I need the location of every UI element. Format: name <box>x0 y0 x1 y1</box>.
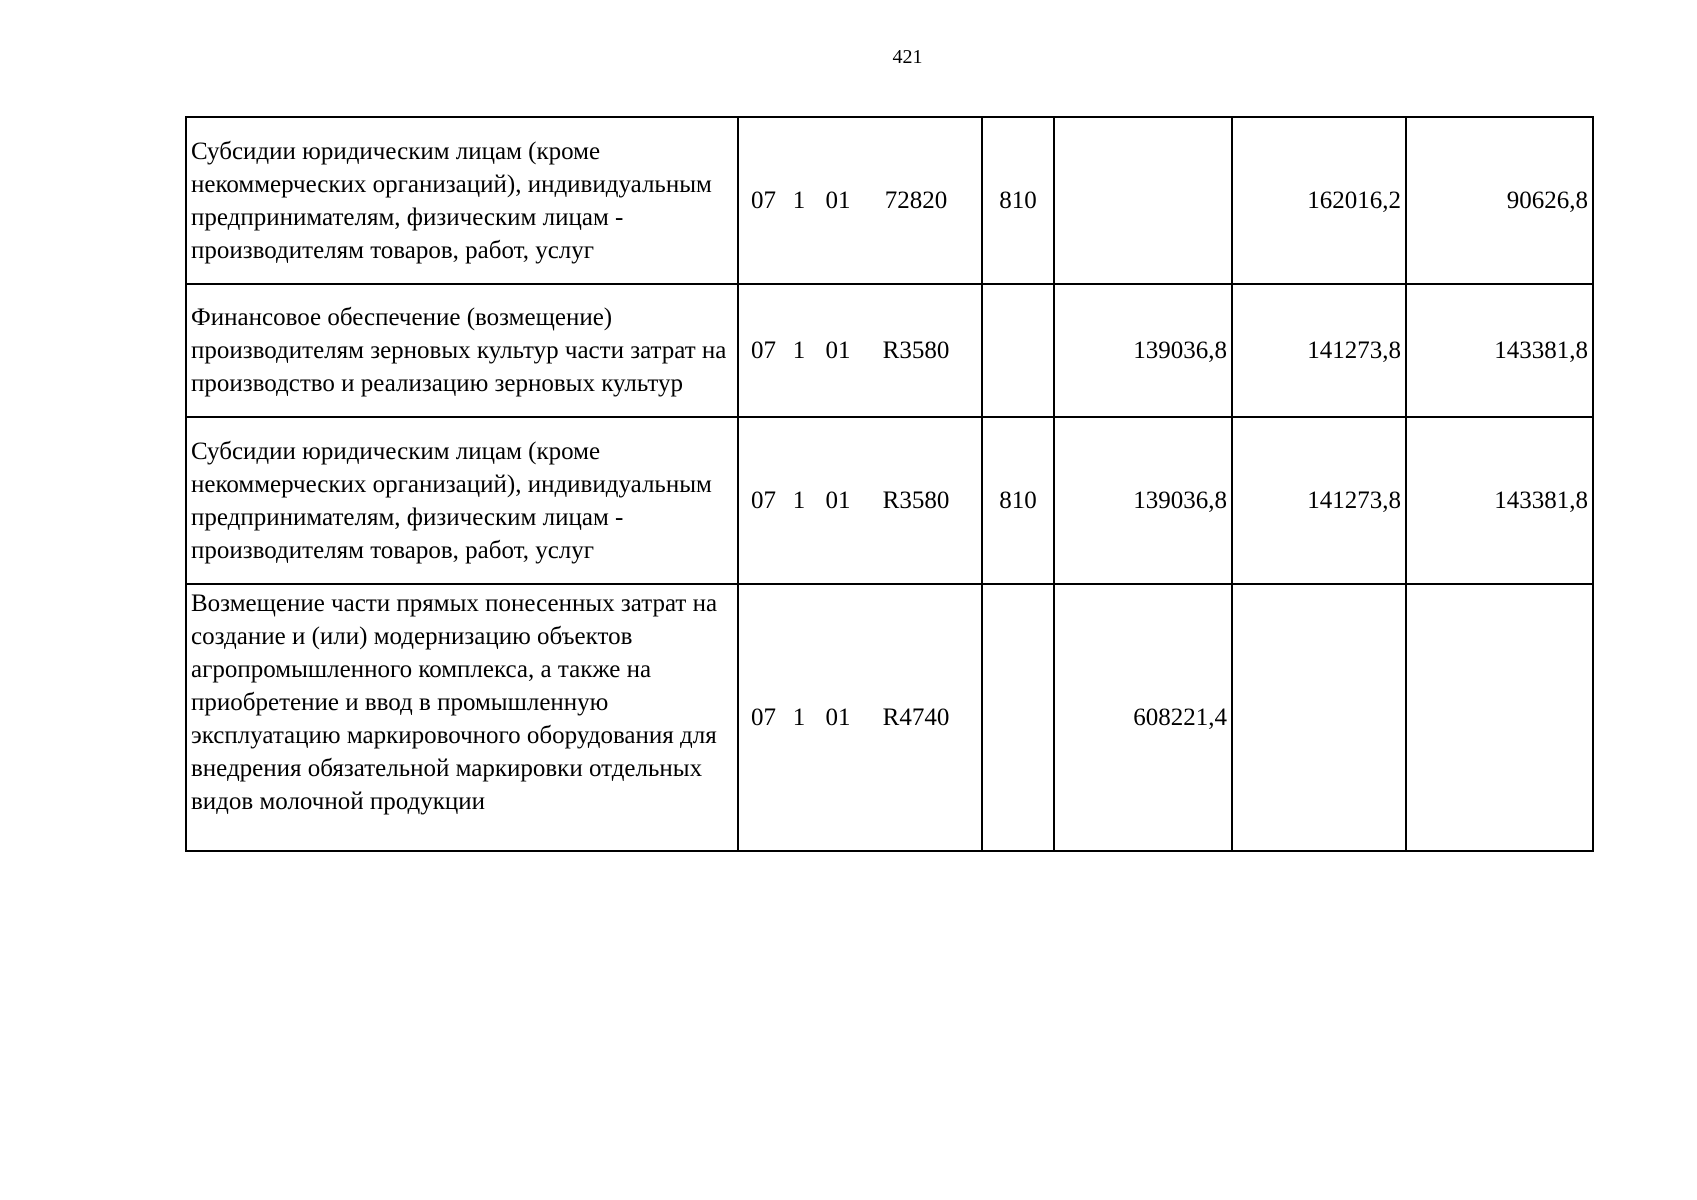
amount-year-3: 143381,8 <box>1406 284 1593 417</box>
expense-type-cell <box>982 584 1054 851</box>
code-program: 07 <box>751 337 776 364</box>
code-measure: 01 <box>825 487 851 514</box>
amount-year-3: 90626,8 <box>1406 117 1593 284</box>
table-row <box>186 584 1593 851</box>
expense-type-cell <box>982 284 1054 417</box>
table-row <box>186 417 1593 584</box>
table-row <box>186 284 1593 417</box>
code-direction: R3580 <box>882 337 950 364</box>
amount-year-1: 139036,8 <box>1054 417 1232 584</box>
amount-year-1 <box>1054 117 1232 284</box>
code-subprogram: 1 <box>792 187 806 214</box>
code-direction: 72820 <box>884 187 948 214</box>
code-measure: 01 <box>825 704 851 731</box>
code-direction: R3580 <box>882 487 950 514</box>
code-measure: 01 <box>825 337 851 364</box>
code-subprogram: 1 <box>792 337 806 364</box>
budget-table <box>185 116 1594 852</box>
amount-year-3: 143381,8 <box>1406 417 1593 584</box>
amount-year-2: 141273,8 <box>1232 284 1406 417</box>
expense-type-cell: 810 <box>982 417 1054 584</box>
code-subprogram: 1 <box>792 487 806 514</box>
amount-year-2: 141273,8 <box>1232 417 1406 584</box>
program-code-cell <box>738 117 982 284</box>
row-description: Возмещение части прямых понесенных затрат на создание и (или) модернизацию объектов агропромышленного комплекса, а также на приобретение и ввод в промышленную эксплуатацию маркировочного оборудования для внедрения обязательной маркировки отдельных видов молочной продукции <box>186 584 738 851</box>
page-number: 421 <box>892 46 923 68</box>
code-program: 07 <box>751 704 776 731</box>
row-description: Финансовое обеспечение (возмещение) производителям зерновых культур части затрат на производство и реализацию зерновых культур <box>186 284 738 417</box>
amount-year-1: 608221,4 <box>1054 584 1232 851</box>
table-row <box>186 117 1593 284</box>
program-code-cell <box>738 284 982 417</box>
expense-type-cell: 810 <box>982 117 1054 284</box>
program-code-cell <box>738 584 982 851</box>
amount-year-2: 162016,2 <box>1232 117 1406 284</box>
amount-year-3 <box>1406 584 1593 851</box>
row-description: Субсидии юридическим лицам (кроме некоммерческих организаций), индивидуальным предпринимателям, физическим лицам - производителям товаров, работ, услуг <box>186 117 738 284</box>
amount-year-2 <box>1232 584 1406 851</box>
amount-year-1: 139036,8 <box>1054 284 1232 417</box>
code-direction: R4740 <box>882 704 950 731</box>
program-code-cell <box>738 417 982 584</box>
code-program: 07 <box>751 487 776 514</box>
code-subprogram: 1 <box>792 704 806 731</box>
row-description: Субсидии юридическим лицам (кроме некоммерческих организаций), индивидуальным предпринимателям, физическим лицам - производителям товаров, работ, услуг <box>186 417 738 584</box>
code-measure: 01 <box>825 187 851 214</box>
code-program: 07 <box>751 187 776 214</box>
